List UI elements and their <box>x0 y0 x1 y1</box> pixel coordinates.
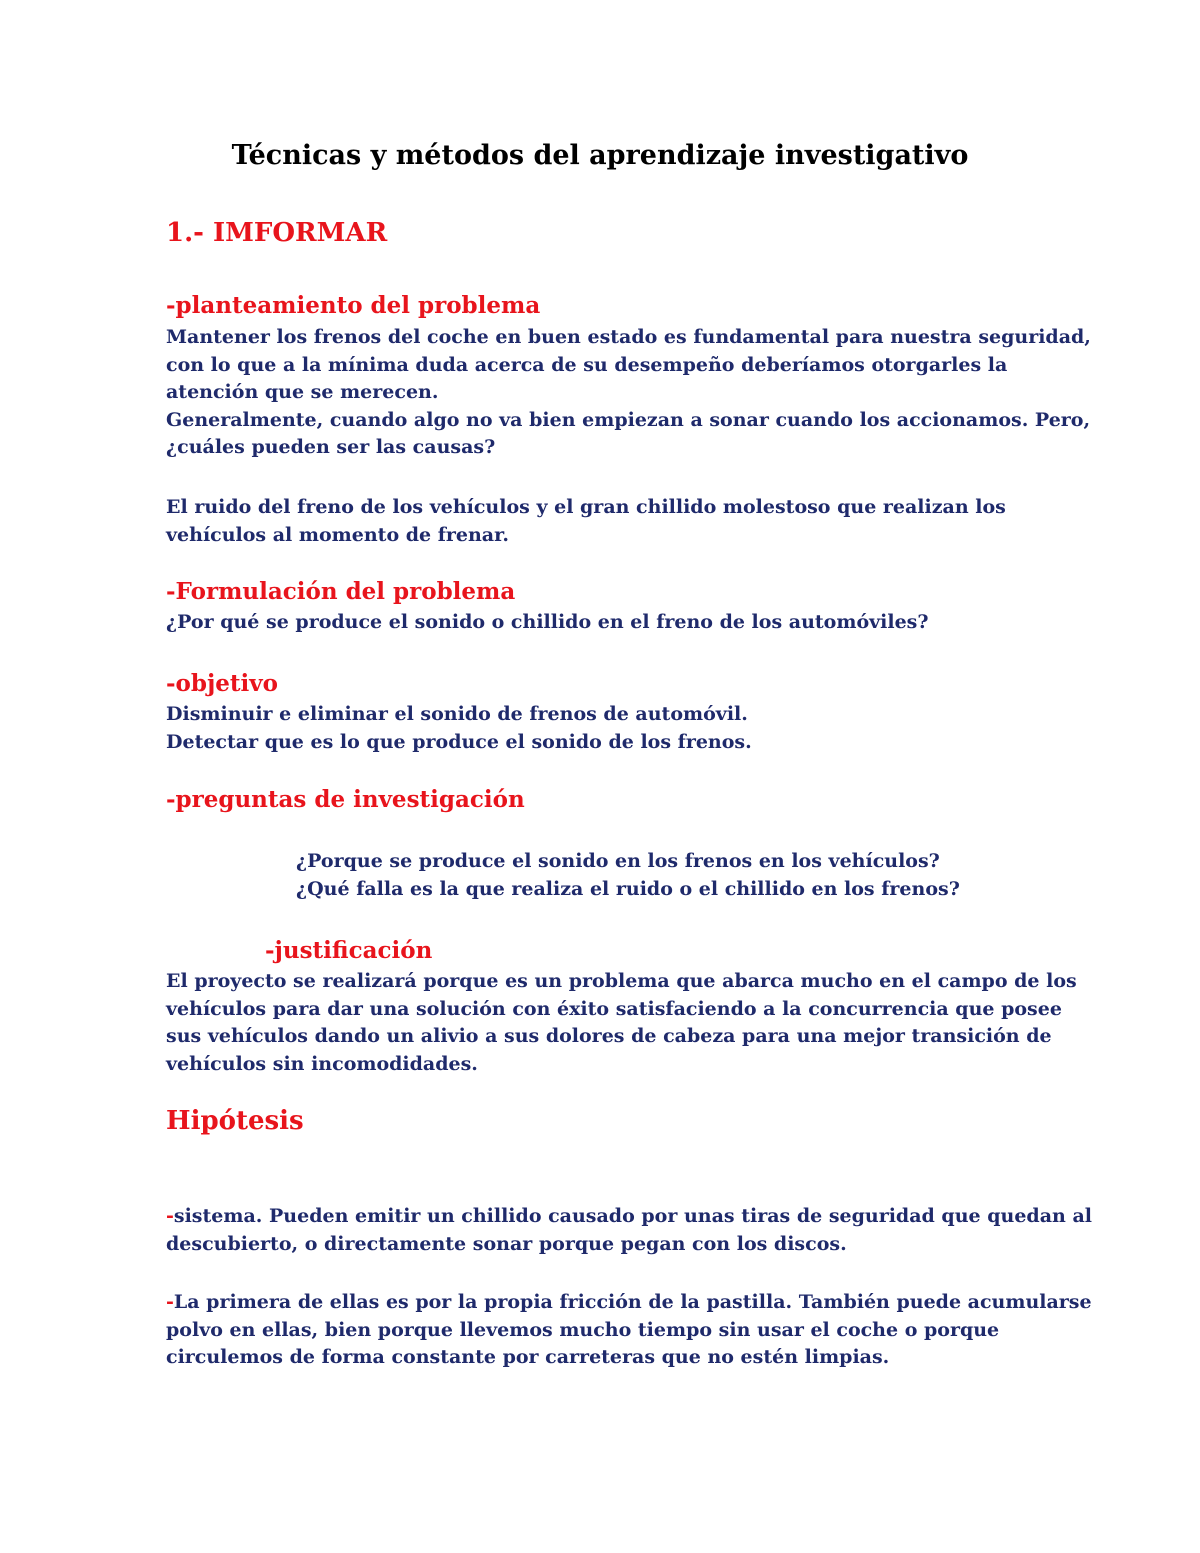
heading-preguntas: -preguntas de investigación <box>166 786 525 813</box>
paragraph-hipotesis-2 <box>166 1289 1092 1372</box>
paragraph-formulacion <box>166 609 1056 637</box>
text-line: atención que se merecen. <box>166 381 439 403</box>
text-line: sus vehículos dando un alivio a sus dolores de cabeza para una mejor transición de <box>166 1025 1052 1047</box>
heading-justificacion: -justificación <box>265 937 433 964</box>
text-line: circulemos de forma constante por carreteras que no estén limpias. <box>166 1346 890 1368</box>
text-line: descubierto, o directamente sonar porque pegan con los discos. <box>166 1232 847 1255</box>
text-line <box>166 1203 1092 1231</box>
document-title: Técnicas y métodos del aprendizaje investigativo <box>231 140 969 171</box>
text-line: ¿Por qué se produce el sonido o chillido en el freno de los automóviles? <box>166 611 929 633</box>
heading-planteamiento: -planteamiento del problema <box>166 292 541 319</box>
heading-hipotesis: Hipótesis <box>166 1106 304 1136</box>
paragraph-planteamiento <box>166 324 1091 462</box>
section-heading-informar: 1.- IMFORMAR <box>166 218 388 248</box>
dash-marker: - <box>166 1205 174 1227</box>
text-segment: sistema. Pueden emitir un chillido causado por unas tiras de seguridad que quedan al <box>173 1205 1092 1227</box>
text-line: vehículos para dar una solución con éxito satisfaciendo a la concurrencia que posee <box>166 997 1062 1020</box>
heading-formulacion: -Formulación del problema <box>166 578 516 605</box>
text-line <box>166 1289 1092 1317</box>
text-line: vehículos al momento de frenar. <box>166 523 510 546</box>
text-line: Detectar que es lo que produce el sonido de los frenos. <box>166 730 752 753</box>
paragraph-justificacion <box>166 968 1077 1078</box>
heading-objetivo: -objetivo <box>166 670 278 697</box>
text-line: Disminuir e eliminar el sonido de frenos de automóvil. <box>166 703 748 725</box>
text-segment: La primera de ellas es por la propia fricción de la pastilla. También puede acumularse <box>173 1291 1092 1313</box>
text-line: polvo en ellas, bien porque llevemos mucho tiempo sin usar el coche o porque <box>166 1318 1000 1341</box>
text-line: El proyecto se realizará porque es un problema que abarca mucho en el campo de los <box>166 970 1077 992</box>
paragraph-planteamiento-2 <box>166 494 1056 549</box>
text-line: El ruido del freno de los vehículos y el gran chillido molestoso que realizan los <box>166 496 1006 518</box>
text-line: Generalmente, cuando algo no va bien empiezan a sonar cuando los accionamos. Pero, <box>166 408 1091 431</box>
dash-marker: - <box>166 1291 174 1313</box>
text-line: ¿cuáles pueden ser las causas? <box>166 436 496 458</box>
text-line: vehículos sin incomodidades. <box>166 1052 478 1075</box>
text-line: con lo que a la mínima duda acerca de su desempeño deberíamos otorgarles la <box>166 353 1008 376</box>
text-line: ¿Qué falla es la que realiza el ruido o el chillido en los frenos? <box>296 877 960 900</box>
paragraph-preguntas <box>296 848 1186 903</box>
paragraph-hipotesis-1 <box>166 1203 1092 1258</box>
paragraph-objetivo <box>166 701 1056 756</box>
text-line: Mantener los frenos del coche en buen estado es fundamental para nuestra seguridad, <box>166 326 1091 348</box>
text-line: ¿Porque se produce el sonido en los frenos en los vehículos? <box>296 850 940 872</box>
